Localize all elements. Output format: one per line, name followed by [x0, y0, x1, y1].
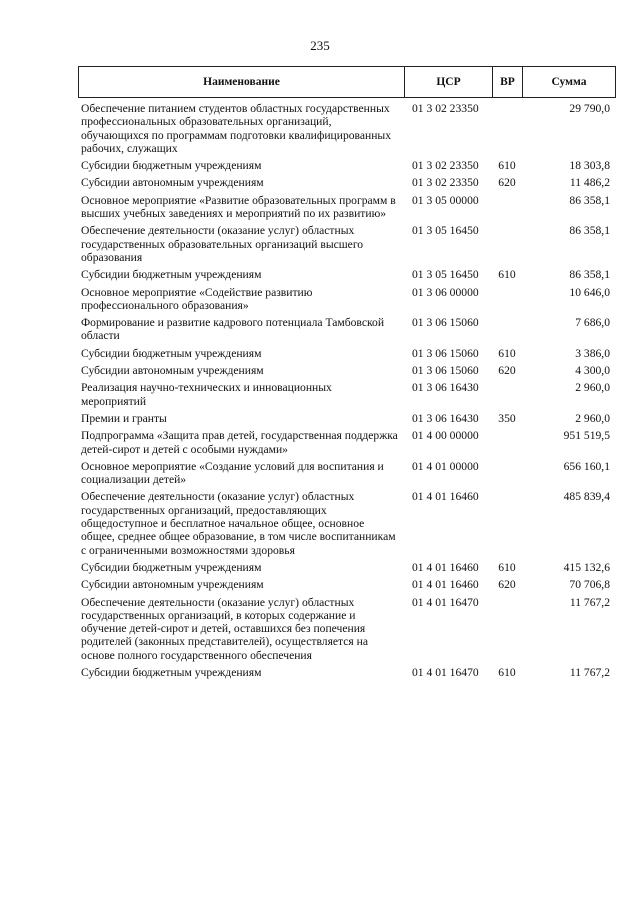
table-row [78, 429, 616, 456]
row-name: Премии и гранты [81, 411, 167, 425]
row-vr-code: 620 [498, 176, 516, 190]
row-name: Реализация научно-технических и инновационных мероприятий [81, 381, 332, 408]
row-amount: 29 790,0 [569, 102, 610, 115]
table-row [78, 316, 616, 343]
table-body [78, 102, 616, 679]
row-csr-code: 01 3 06 15060 [412, 364, 479, 378]
row-csr-code: 01 3 06 15060 [412, 346, 479, 360]
row-vr-code [492, 596, 522, 662]
row-name: Субсидии бюджетным учреждениям [81, 665, 262, 679]
row-amount: 10 646,0 [569, 285, 610, 299]
row-csr-code: 01 4 01 16460 [412, 560, 479, 574]
row-name: Обеспечение деятельности (оказание услуг) областных государственных организаций, в которых содержание и обучение детей-сирот и детей, оставшихся без попечения родителей (законных представителей), осуществляется на основе полного государственного обеспечения [81, 595, 368, 662]
table-row [78, 176, 616, 189]
row-name: Субсидии автономным учреждениям [81, 578, 264, 592]
row-csr-code: 01 3 05 16450 [412, 224, 479, 238]
table-row [78, 159, 616, 172]
row-csr-code: 01 3 02 23350 [412, 159, 479, 173]
row-name: Основное мероприятие «Создание условий для воспитания и социализации детей» [81, 459, 384, 487]
row-name: Подпрограмма «Защита прав детей, государственная поддержка детей-сирот и детей с особыми нуждами» [81, 429, 398, 456]
table-row [78, 364, 616, 377]
row-csr-code: 01 3 05 00000 [412, 193, 479, 207]
row-csr-code: 01 3 05 16450 [412, 268, 479, 282]
row-vr-code: 610 [498, 346, 516, 360]
row-csr-code: 01 3 06 16430 [412, 411, 479, 425]
row-vr-code: 350 [498, 411, 516, 425]
row-name: Обеспечение питанием студентов областных государственных профессиональных образовательных организаций, обучающихся по программам подготовки квалифицированных рабочих, служащих [81, 102, 392, 155]
row-csr-code: 01 4 01 16460 [412, 578, 479, 592]
table-row [78, 268, 616, 281]
row-amount: 951 519,5 [563, 429, 610, 443]
row-name: Субсидии бюджетным учреждениям [81, 268, 262, 282]
row-amount: 11 767,2 [569, 595, 610, 609]
table-row [78, 224, 616, 264]
table-row [78, 578, 616, 591]
row-amount: 2 960,0 [575, 381, 610, 395]
row-name: Основное мероприятие «Содействие развитию профессионального образования» [81, 285, 313, 312]
column-header-sum: Сумма [551, 76, 587, 88]
row-amount: 2 960,0 [575, 411, 610, 425]
column-header-name: Наименование [79, 67, 405, 97]
column-header-csr: ЦСР [405, 67, 493, 97]
row-vr-code [492, 429, 522, 456]
table-row [78, 490, 616, 556]
row-amount: 70 706,8 [569, 578, 610, 592]
row-csr-code: 01 4 01 16470 [412, 665, 479, 679]
row-amount: 415 132,6 [563, 560, 610, 574]
row-csr-code: 01 4 01 16460 [412, 490, 479, 504]
row-vr-code [492, 194, 522, 221]
row-amount: 485 839,4 [563, 490, 610, 504]
row-name: Субсидии автономным учреждениям [81, 364, 264, 378]
row-name: Субсидии автономным учреждениям [81, 176, 264, 190]
row-amount: 3 386,0 [575, 346, 610, 360]
table-row [78, 412, 616, 425]
table-row [78, 460, 616, 487]
row-vr-code: 610 [498, 159, 516, 173]
row-amount: 86 358,1 [569, 193, 610, 207]
row-csr-code: 01 4 01 00000 [412, 459, 479, 473]
row-vr-code [492, 316, 522, 343]
row-vr-code [492, 102, 522, 155]
row-csr-code: 01 3 06 00000 [412, 285, 479, 299]
budget-table [78, 66, 616, 683]
row-name: Субсидии бюджетным учреждениям [81, 560, 262, 574]
column-header-vr: ВР [493, 67, 523, 97]
row-vr-code [492, 224, 522, 264]
row-amount: 11 486,2 [569, 176, 610, 190]
row-vr-code [492, 460, 522, 487]
table-header [78, 66, 616, 98]
row-vr-code: 610 [498, 560, 516, 574]
row-name: Основное мероприятие «Развитие образовательных программ в высших учебных заведениях и мероприятий по их развитию» [81, 193, 396, 221]
table-row [78, 596, 616, 662]
row-vr-code: 610 [498, 665, 516, 679]
table-row [78, 347, 616, 360]
row-csr-code: 01 3 06 16430 [412, 381, 479, 395]
table-row [78, 286, 616, 313]
table-row [78, 381, 616, 408]
table-row [78, 102, 616, 155]
row-amount: 86 358,1 [569, 224, 610, 238]
row-csr-code: 01 3 06 15060 [412, 316, 479, 330]
row-csr-code: 01 4 00 00000 [412, 429, 479, 443]
row-csr-code: 01 3 02 23350 [412, 176, 479, 190]
row-amount: 18 303,8 [569, 159, 610, 173]
table-row [78, 194, 616, 221]
row-amount: 11 767,2 [569, 665, 610, 679]
row-vr-code [492, 490, 522, 556]
row-name: Субсидии бюджетным учреждениям [81, 159, 262, 173]
row-name: Обеспечение деятельности (оказание услуг) областных государственных образовательных организаций высшего образования [81, 224, 364, 264]
row-name: Формирование и развитие кадрового потенциала Тамбовской области [81, 316, 385, 343]
row-vr-code: 620 [498, 578, 516, 592]
row-amount: 656 160,1 [563, 459, 610, 473]
page-number: 235 [310, 38, 330, 53]
table-row [78, 666, 616, 679]
row-amount: 4 300,0 [575, 364, 610, 378]
row-vr-code: 610 [498, 268, 516, 282]
row-name: Обеспечение деятельности (оказание услуг) областных государственных организаций, предоставляющих общедоступное и бесплатное начальное общее, основное общее, среднее общее образование, в том числе воспитанникам с ограниченными возможностями здоровья [81, 490, 396, 557]
row-csr-code: 01 3 02 23350 [412, 102, 479, 115]
row-name: Субсидии бюджетным учреждениям [81, 346, 262, 360]
row-amount: 7 686,0 [575, 316, 610, 330]
row-amount: 86 358,1 [569, 268, 610, 282]
row-vr-code [492, 381, 522, 408]
row-vr-code: 620 [498, 364, 516, 378]
row-vr-code [492, 286, 522, 313]
table-row [78, 561, 616, 574]
row-csr-code: 01 4 01 16470 [412, 595, 479, 609]
